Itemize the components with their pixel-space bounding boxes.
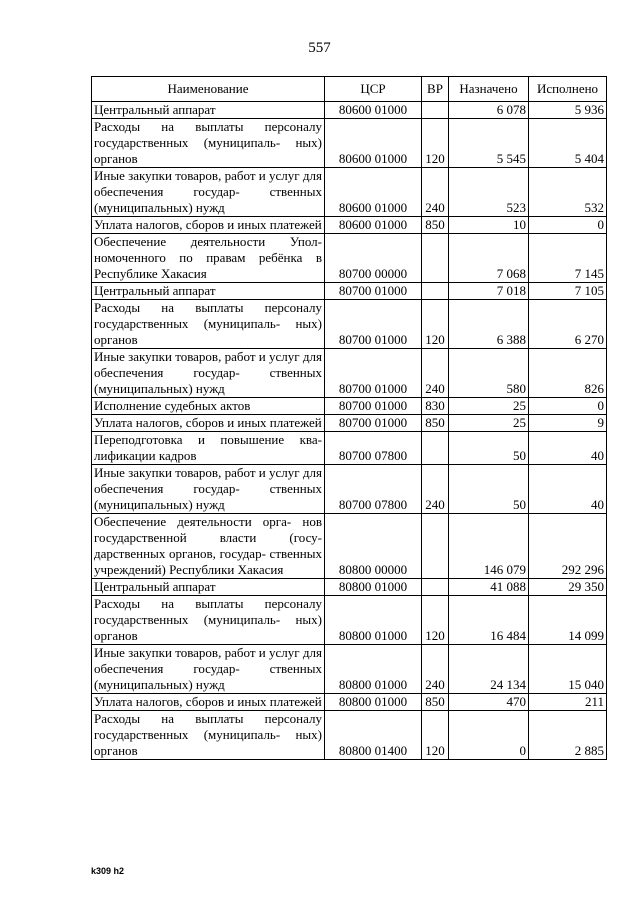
cell-vr: 120	[422, 119, 449, 168]
cell-planned: 7 068	[449, 234, 529, 283]
table-row	[92, 514, 607, 579]
cell-executed: 0	[529, 398, 607, 415]
cell-planned: 50	[449, 432, 529, 465]
footer-code: k309 h2	[91, 866, 125, 876]
cell-name: Исполнение судебных актов	[92, 398, 325, 415]
cell-executed: 532	[529, 168, 607, 217]
cell-planned: 41 088	[449, 579, 529, 596]
cell-name: Иные закупки товаров, работ и услуг для обеспечения государ- ственных (муниципальных) нужд	[92, 349, 325, 398]
cell-name: Центральный аппарат	[92, 283, 325, 300]
cell-vr: 240	[422, 168, 449, 217]
cell-executed: 211	[529, 694, 607, 711]
table-row	[92, 119, 607, 168]
cell-csr: 80700 01000	[325, 300, 422, 349]
cell-name: Уплата налогов, сборов и иных платежей	[92, 217, 325, 234]
table-row	[92, 596, 607, 645]
table-body	[92, 102, 607, 760]
cell-executed: 14 099	[529, 596, 607, 645]
cell-vr: 240	[422, 645, 449, 694]
cell-vr: 240	[422, 465, 449, 514]
cell-vr: 120	[422, 711, 449, 760]
cell-vr	[422, 283, 449, 300]
cell-csr: 80800 00000	[325, 514, 422, 579]
cell-planned: 523	[449, 168, 529, 217]
cell-vr: 850	[422, 415, 449, 432]
table-row	[92, 102, 607, 119]
cell-name: Уплата налогов, сборов и иных платежей	[92, 694, 325, 711]
cell-planned: 5 545	[449, 119, 529, 168]
cell-vr: 240	[422, 349, 449, 398]
cell-planned: 6 388	[449, 300, 529, 349]
table-header-row	[92, 77, 607, 102]
cell-planned: 50	[449, 465, 529, 514]
cell-vr	[422, 514, 449, 579]
cell-planned: 0	[449, 711, 529, 760]
table-row	[92, 415, 607, 432]
table-row	[92, 579, 607, 596]
cell-executed: 292 296	[529, 514, 607, 579]
budget-table	[91, 76, 607, 760]
cell-executed: 7 105	[529, 283, 607, 300]
cell-executed: 826	[529, 349, 607, 398]
cell-planned: 25	[449, 415, 529, 432]
cell-vr: 120	[422, 300, 449, 349]
cell-executed: 40	[529, 432, 607, 465]
header-executed: Исполнено	[529, 77, 607, 102]
cell-csr: 80600 01000	[325, 217, 422, 234]
cell-planned: 10	[449, 217, 529, 234]
cell-planned: 580	[449, 349, 529, 398]
cell-name: Обеспечение деятельности орга- нов государственной власти (госу- дарственных органов, государ- ственных учреждений) Республики Хакасия	[92, 514, 325, 579]
table-row	[92, 432, 607, 465]
cell-csr: 80700 00000	[325, 234, 422, 283]
cell-name: Иные закупки товаров, работ и услуг для обеспечения государ- ственных (муниципальных) нужд	[92, 645, 325, 694]
header-vr: ВР	[422, 77, 449, 102]
cell-planned: 6 078	[449, 102, 529, 119]
cell-name: Расходы на выплаты персоналу государственных (муниципаль- ных) органов	[92, 596, 325, 645]
cell-name: Иные закупки товаров, работ и услуг для обеспечения государ- ственных (муниципальных) нужд	[92, 465, 325, 514]
cell-csr: 80800 01000	[325, 645, 422, 694]
cell-csr: 80800 01400	[325, 711, 422, 760]
cell-csr: 80800 01000	[325, 596, 422, 645]
cell-csr: 80600 01000	[325, 102, 422, 119]
table-row	[92, 711, 607, 760]
cell-vr: 120	[422, 596, 449, 645]
table-row	[92, 234, 607, 283]
cell-csr: 80600 01000	[325, 168, 422, 217]
table-row	[92, 694, 607, 711]
cell-csr: 80700 01000	[325, 398, 422, 415]
header-csr: ЦСР	[325, 77, 422, 102]
cell-vr	[422, 234, 449, 283]
table-row	[92, 349, 607, 398]
cell-planned: 146 079	[449, 514, 529, 579]
cell-name: Центральный аппарат	[92, 579, 325, 596]
cell-executed: 40	[529, 465, 607, 514]
cell-vr	[422, 432, 449, 465]
cell-planned: 25	[449, 398, 529, 415]
cell-executed: 7 145	[529, 234, 607, 283]
cell-name: Центральный аппарат	[92, 102, 325, 119]
cell-name: Расходы на выплаты персоналу государственных (муниципаль- ных) органов	[92, 119, 325, 168]
cell-vr: 850	[422, 694, 449, 711]
cell-vr	[422, 102, 449, 119]
cell-name: Обеспечение деятельности Упол- номоченного по правам ребёнка в Республике Хакасия	[92, 234, 325, 283]
table-row	[92, 300, 607, 349]
cell-name: Уплата налогов, сборов и иных платежей	[92, 415, 325, 432]
cell-vr: 850	[422, 217, 449, 234]
cell-name: Переподготовка и повышение ква- лификации кадров	[92, 432, 325, 465]
cell-csr: 80600 01000	[325, 119, 422, 168]
table-row	[92, 465, 607, 514]
cell-csr: 80700 07800	[325, 432, 422, 465]
cell-executed: 6 270	[529, 300, 607, 349]
cell-csr: 80700 07800	[325, 465, 422, 514]
cell-executed: 5 936	[529, 102, 607, 119]
header-planned: Назначено	[449, 77, 529, 102]
page-number: 557	[308, 40, 331, 56]
cell-planned: 16 484	[449, 596, 529, 645]
cell-executed: 29 350	[529, 579, 607, 596]
table-row	[92, 283, 607, 300]
cell-name: Расходы на выплаты персоналу государственных (муниципаль- ных) органов	[92, 711, 325, 760]
cell-planned: 24 134	[449, 645, 529, 694]
cell-name: Иные закупки товаров, работ и услуг для обеспечения государ- ственных (муниципальных) нужд	[92, 168, 325, 217]
header-name: Наименование	[92, 77, 325, 102]
cell-executed: 0	[529, 217, 607, 234]
cell-executed: 9	[529, 415, 607, 432]
cell-csr: 80700 01000	[325, 415, 422, 432]
cell-csr: 80700 01000	[325, 349, 422, 398]
table-row	[92, 645, 607, 694]
table-row	[92, 398, 607, 415]
cell-csr: 80800 01000	[325, 694, 422, 711]
cell-csr: 80800 01000	[325, 579, 422, 596]
cell-vr: 830	[422, 398, 449, 415]
table-row	[92, 217, 607, 234]
cell-executed: 5 404	[529, 119, 607, 168]
cell-name: Расходы на выплаты персоналу государственных (муниципаль- ных) органов	[92, 300, 325, 349]
cell-executed: 2 885	[529, 711, 607, 760]
cell-csr: 80700 01000	[325, 283, 422, 300]
cell-planned: 7 018	[449, 283, 529, 300]
table-row	[92, 168, 607, 217]
cell-executed: 15 040	[529, 645, 607, 694]
cell-vr	[422, 579, 449, 596]
cell-planned: 470	[449, 694, 529, 711]
